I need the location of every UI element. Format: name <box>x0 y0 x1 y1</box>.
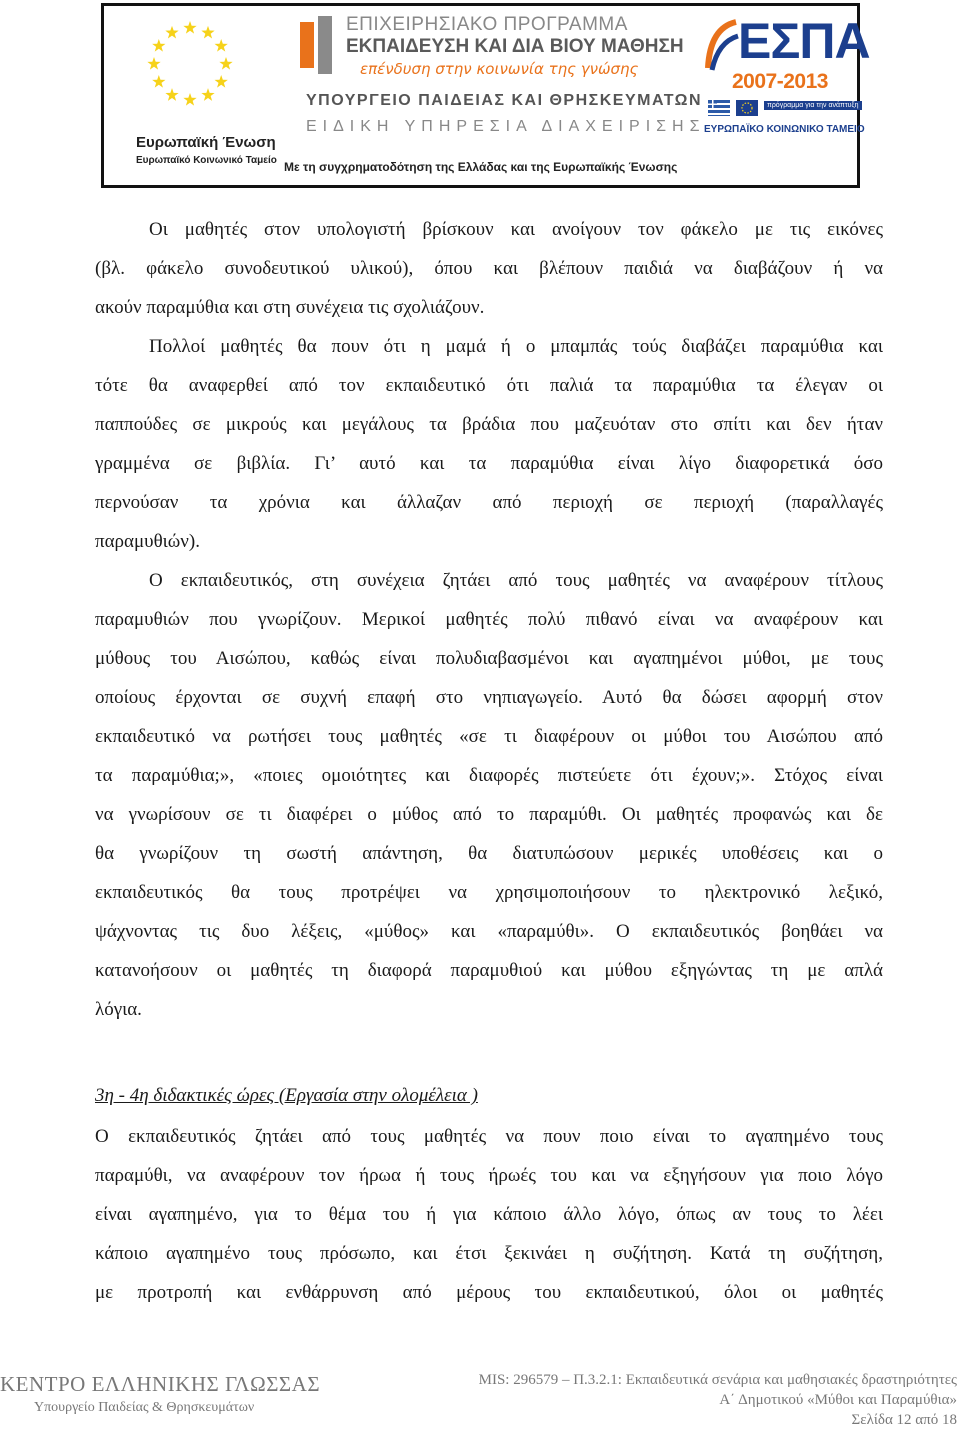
eu-star-icon <box>215 39 228 52</box>
paragraph-line: με προτροπή και ενθάρρυνση από μέρους του εκπαιδευτικού, όλοι οι μαθητές <box>95 1282 883 1303</box>
paragraph-line: εκπαιδευτικό να ρωτήσει τους μαθητές «σε τι διαφέρουν οι μύθοι του Αισώπου από <box>95 726 883 747</box>
eu-star-icon <box>183 21 196 34</box>
eu-star-icon <box>183 93 196 106</box>
operational-programme-block <box>284 12 706 182</box>
page-footer <box>0 1368 960 1432</box>
eu-star-icon <box>219 57 232 70</box>
paragraph-line: παραμυθιών). <box>95 531 200 552</box>
paragraph-line: παραμυθιών που γνωρίζουν. Μερικοί μαθητές πολύ πιθανό είναι να αναφέρουν και <box>95 609 883 630</box>
paragraph-line: Πολλοί μαθητές θα πουν ότι η μαμά ή ο μπαμπάς τούς διαβάζει παραμύθια και <box>149 336 883 357</box>
paragraph-line: (βλ. φάκελο συνοδευτικού υλικού), όπου και βλέπουν παιδιά να διαβάζουν ή να <box>95 258 883 279</box>
eu-star-icon <box>152 75 165 88</box>
paragraph-line: λόγια. <box>95 999 142 1020</box>
eu-star-icon <box>165 26 178 39</box>
paragraph-line: παραμύθι, να αναφέρουν τον ήρωα ή τους ήρωές του και να εξηγήσουν για ποιο λόγο <box>95 1165 883 1186</box>
eu-fund-name: Ευρωπαϊκό Κοινωνικό Ταμείο <box>136 155 277 166</box>
programme-subtitle: ΕΚΠΑΙΔΕΥΣΗ ΚΑΙ ΔΙΑ ΒΙΟΥ ΜΑΘΗΣΗ <box>346 36 684 57</box>
cofinancing-note: Με τη συγχρηματοδότηση της Ελλάδας και της Ευρωπαϊκής Ένωσης <box>284 160 678 174</box>
espa-name: ΕΣΠΑ <box>738 13 870 69</box>
eu-star-icon <box>215 75 228 88</box>
paragraph-line: γραμμένα σε βιβλία. Γι’ αυτό και τα παραμύθια είναι λίγο διαφορετικά όσο <box>95 453 883 474</box>
programme-title: ΕΠΙΧΕΙΡΗΣΙΑΚΟ ΠΡΟΓΡΑΜΜΑ <box>346 14 628 35</box>
eu-name: Ευρωπαϊκή Ένωση <box>136 134 276 151</box>
paragraph-line: ψάχνοντας τις δυο λέξεις, «μύθος» και «παραμύθι». Ο εκπαιδευτικός βοηθάει να <box>95 921 883 942</box>
paragraph-line: Ο εκπαιδευτικός ζητάει από τους μαθητές να πουν ποιο είναι το αγαπημένο τους <box>95 1126 883 1147</box>
paragraph-line: κάποιο αγαπημένο τους πρόσωπο, και έτσι ξεκινάει η συζήτηση. Κατά τη συζήτηση, <box>95 1243 883 1264</box>
special-service-name: ΕΙΔΙΚΗ ΥΠΗΡΕΣΙΑ ΔΙΑΧΕΙΡΙΣΗΣ <box>306 118 706 135</box>
paragraph-line: τότε θα αναφερθεί από τον εκπαιδευτικό ότι παλιά τα παραμύθια τα έλεγαν οι <box>95 375 883 396</box>
paragraph-line: κατανοήσουν οι μαθητές τη διαφορά παραμυθιού και μύθου εξηγώντας τη με απλά <box>95 960 883 981</box>
espa-slogan: πρόγραμμα για την ανάπτυξη <box>764 101 862 110</box>
espa-fund-name: ΕΥΡΩΠΑΪΚΟ ΚΟΙΝΩΝΙΚΟ ΤΑΜΕΙΟ <box>704 124 865 135</box>
paragraph-line: μύθους του Αισώπου, καθώς είναι πολυδιαβασμένοι και αγαπημένοι μύθοι, με τους <box>95 648 883 669</box>
section-heading: 3η - 4η διδακτικές ώρες (Εργασία στην ολομέλεια ) <box>95 1085 478 1106</box>
paragraph-line: να γνωρίσουν σε τι διαφέρει ο μύθος από το παραμύθι. Οι μαθητές προφανώς και δε <box>95 804 883 825</box>
page-number: Σελίδα 12 από 18 <box>851 1412 957 1428</box>
footer-organization: ΚΕΝΤΡΟ ΕΛΛΗΝΙΚΗΣ ΓΛΩΣΣΑΣ <box>0 1372 321 1396</box>
paragraph-line: θα γνωρίζουν τη σωστή απάντηση, θα διατυπώσουν μερικές υποθέσεις και ο <box>95 843 883 864</box>
paragraph-line: παππούδες σε μικρούς και μεγάλους τα βράδια που μαζευόταν στο σπίτι και δεν ήταν <box>95 414 883 435</box>
espa-mark-icon <box>704 18 740 72</box>
eu-star-icon <box>152 39 165 52</box>
paragraph-line: εκπαιδευτικός θα τους προτρέψει να χρησιμοποιήσουν το ηλεκτρονικό λεξικό, <box>95 882 883 903</box>
eu-star-icon <box>147 57 160 70</box>
paragraph-line: τα παραμύθια;», «ποιες ομοιότητες και διαφορές πιστεύετε ότι έχουν;». Στόχος είναι <box>95 765 883 786</box>
eu-star-icon <box>201 88 214 101</box>
eu-logo-block <box>118 14 277 174</box>
paragraph-line: Ο εκπαιδευτικός, στη συνέχεια ζητάει από τους μαθητές να αναφέρουν τίτλους <box>149 570 883 591</box>
paragraph-line: ακούν παραμύθια και στη συνέχεια τις σχολιάζουν. <box>95 297 485 318</box>
paragraph-line: είναι αγαπημένο, για το θέμα του ή για κάποιο άλλο λόγο, όπως αν τους το λέει <box>95 1204 883 1225</box>
header-banner <box>101 3 870 188</box>
paragraph-line: οποίους έρχονται σε συχνή επαφή στο νηπιαγωγείο. Αυτό θα δώσει αφορμή στον <box>95 687 883 708</box>
espa-years: 2007-2013 <box>732 70 828 93</box>
eu-star-icon <box>201 26 214 39</box>
footer-ministry: Υπουργείο Παιδείας & Θρησκευμάτων <box>34 1400 255 1415</box>
paragraph-line: περνούσαν τα χρόνια και άλλαζαν από περιοχή σε περιοχή (παραλλαγές <box>95 492 883 513</box>
footer-project-code: MIS: 296579 – Π.3.2.1: Εκπαιδευτικά σενάρια και μαθησιακές δραστηριότητες <box>478 1372 957 1388</box>
programme-logo-icon <box>300 16 338 74</box>
footer-class-title: Α΄ Δημοτικού «Μύθοι και Παραμύθια» <box>719 1392 957 1408</box>
paragraph-line: Οι μαθητές στον υπολογιστή βρίσκουν και ανοίγουν τον φάκελο με τις εικόνες <box>149 219 883 240</box>
programme-slogan: επένδυση στην κοινωνία της γνώσης <box>360 60 639 78</box>
ministry-name: ΥΠΟΥΡΓΕΙΟ ΠΑΙΔΕΙΑΣ ΚΑΙ ΘΡΗΣΚΕΥΜΑΤΩΝ <box>306 92 703 109</box>
eu-star-icon <box>165 88 178 101</box>
espa-logo-block <box>694 13 870 164</box>
eu-flag-icon <box>140 14 240 114</box>
